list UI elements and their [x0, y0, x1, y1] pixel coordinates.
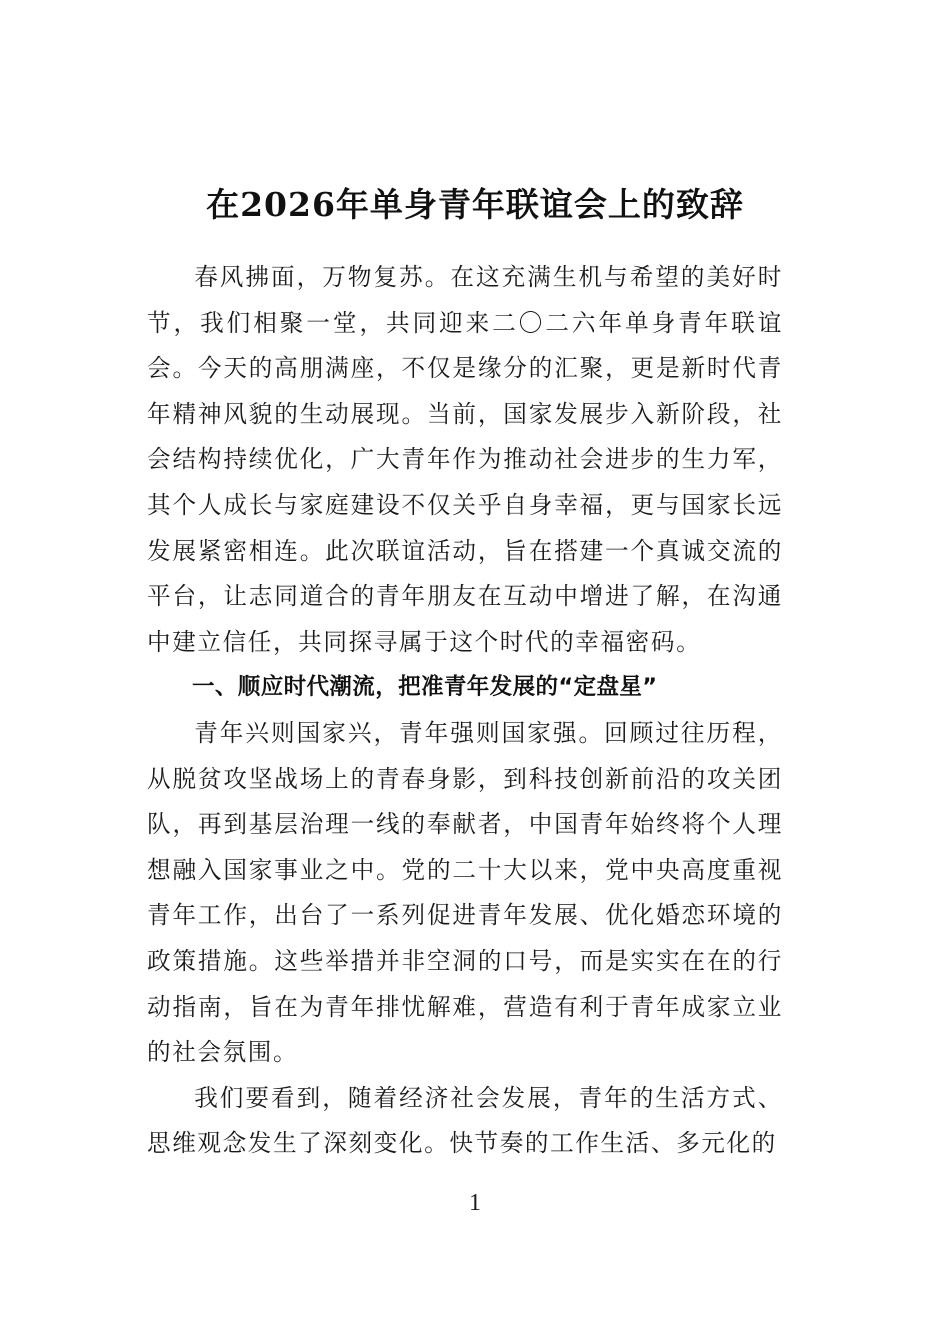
document-body [147, 255, 783, 1167]
body-paragraph-change: 我们要看到，随着经济社会发展，青年的生活方式、思维观念发生了深刻变化。快节奏的工作生活、多元化的 [147, 1083, 783, 1158]
body-paragraph-intro: 春风拂面，万物复苏。在这充满生机与希望的美好时节，我们相聚一堂，共同迎来二〇二六年单身青年联谊会。今天的高朋满座，不仅是缘分的汇聚，更是新时代青年精神风貌的生动展现。当前，国家发展步入新阶段，社会结构持续优化，广大青年作为推动社会进步的生力军，其个人成长与家庭建设不仅关乎自身幸福，更与国家长远发展紧密相连。此次联谊活动，旨在搭建一个真诚交流的平台，让志同道合的青年朋友在互动中增进了解，在沟通中建立信任，共同探寻属于这个时代的幸福密码。 [147, 263, 783, 656]
page-number: 1 [469, 1190, 481, 1216]
section-heading-1: 一、顺应时代潮流，把准青年发展的“定盘星” [192, 674, 658, 701]
document-title: 在2026年单身青年联谊会上的致辞 [206, 185, 744, 225]
body-paragraph-youth: 青年兴则国家兴，青年强则国家强。回顾过往历程，从脱贫攻坚战场上的青春身影，到科技创新前沿的攻关团队，再到基层治理一线的奉献者，中国青年始终将个人理想融入国家事业之中。党的二十大以来，党中央高度重视青年工作，出台了一系列促进青年发展、优化婚恋环境的政策措施。这些举措并非空洞的口号，而是实实在在的行动指南，旨在为青年排忧解难，营造有利于青年成家立业的社会氛围。 [147, 718, 783, 1067]
